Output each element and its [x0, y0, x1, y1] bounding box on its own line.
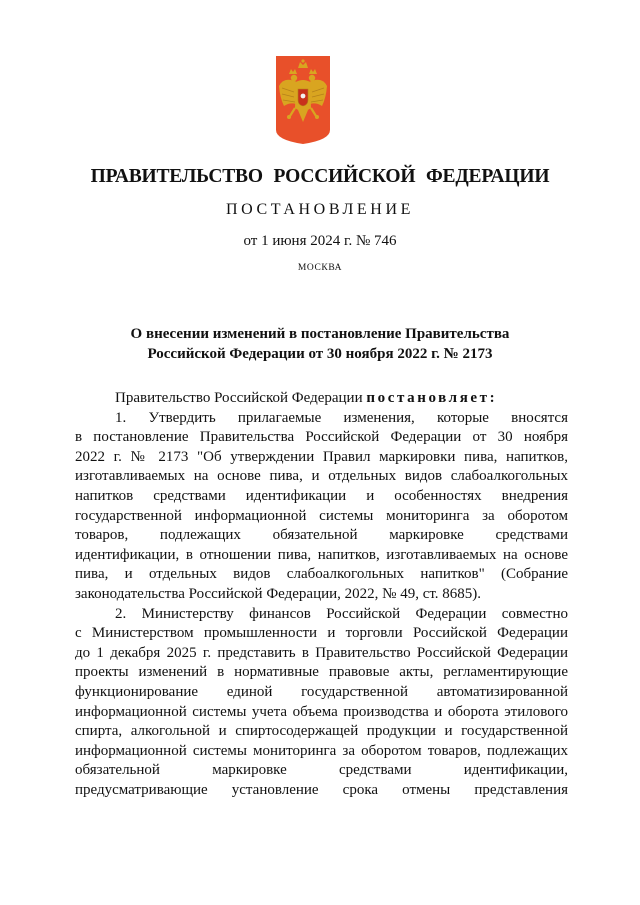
coat-of-arms-emblem [276, 56, 330, 144]
body-line: с Министерством промышленности и торговли Российской Федерации [75, 625, 568, 642]
document-city: МОСКВА [297, 263, 343, 273]
document-body [75, 389, 568, 800]
intro-text: Правительство Российской Федерации [115, 390, 367, 406]
body-line: информационной системы мониторинга за оборотом товаров, подлежащих [75, 742, 568, 759]
body-line: напитков средствами идентификации и особенностях внедрения [75, 487, 568, 504]
body-line: 1. Утвердить прилагаемые изменения, которые вносятся [115, 409, 568, 426]
government-title: ПРАВИТЕЛЬСТВО РОССИЙСКОЙ ФЕДЕРАЦИИ [90, 166, 550, 187]
operative-word: постановляет: [366, 390, 498, 406]
document-subject [0, 324, 640, 364]
paragraph-1 [75, 409, 568, 605]
body-line: обязательной маркировке средствами идентификации, [75, 762, 568, 779]
body-line: идентификации, в отношении пива, напитков, изготавливаемых на основе [75, 546, 568, 563]
paragraph-2 [75, 605, 568, 801]
body-line: товаров, подлежащих обязательной маркировке средствами [75, 527, 568, 544]
subject-line: О внесении изменений в постановление Правительства [130, 326, 510, 342]
document-date-number: от 1 июня 2024 г. № 746 [243, 233, 397, 249]
body-line: проекты изменений в нормативные правовые акты, регламентирующие [75, 664, 568, 681]
body-line: до 1 декабря 2025 г. представить в Правительство Российской Федерации [75, 644, 568, 661]
body-line: государственной информационной системы мониторинга за оборотом [75, 507, 568, 524]
body-line: спирта, алкогольной и спиртосодержащей продукции и государственной [75, 723, 568, 740]
intro-line [75, 389, 568, 409]
document-type: ПОСТАНОВЛЕНИЕ [226, 201, 414, 218]
body-line: в постановление Правительства Российской Федерации от 30 ноября [75, 429, 568, 446]
body-line: изготавливаемых на основе пива, и отдельных видов слабоалкогольных [75, 468, 568, 485]
body-line: 2. Министерству финансов Российской Федерации совместно [115, 605, 568, 622]
body-line: пива, и отдельных видов слабоалкогольных напитков" (Собрание [75, 566, 568, 583]
body-line: информационной системы учета объема производства и оборота этилового [75, 703, 568, 720]
body-line: функционирование единой государственной автоматизированной [75, 683, 568, 700]
body-line: законодательства Российской Федерации, 2022, № 49, ст. 8685). [75, 585, 482, 602]
body-line: 2022 г. № 2173 "Об утверждении Правил маркировки пива, напитков, [75, 448, 568, 465]
subject-line: Российской Федерации от 30 ноября 2022 г. № 2173 [147, 346, 493, 362]
body-line: предусматривающие установление срока отмены представления [75, 781, 568, 798]
